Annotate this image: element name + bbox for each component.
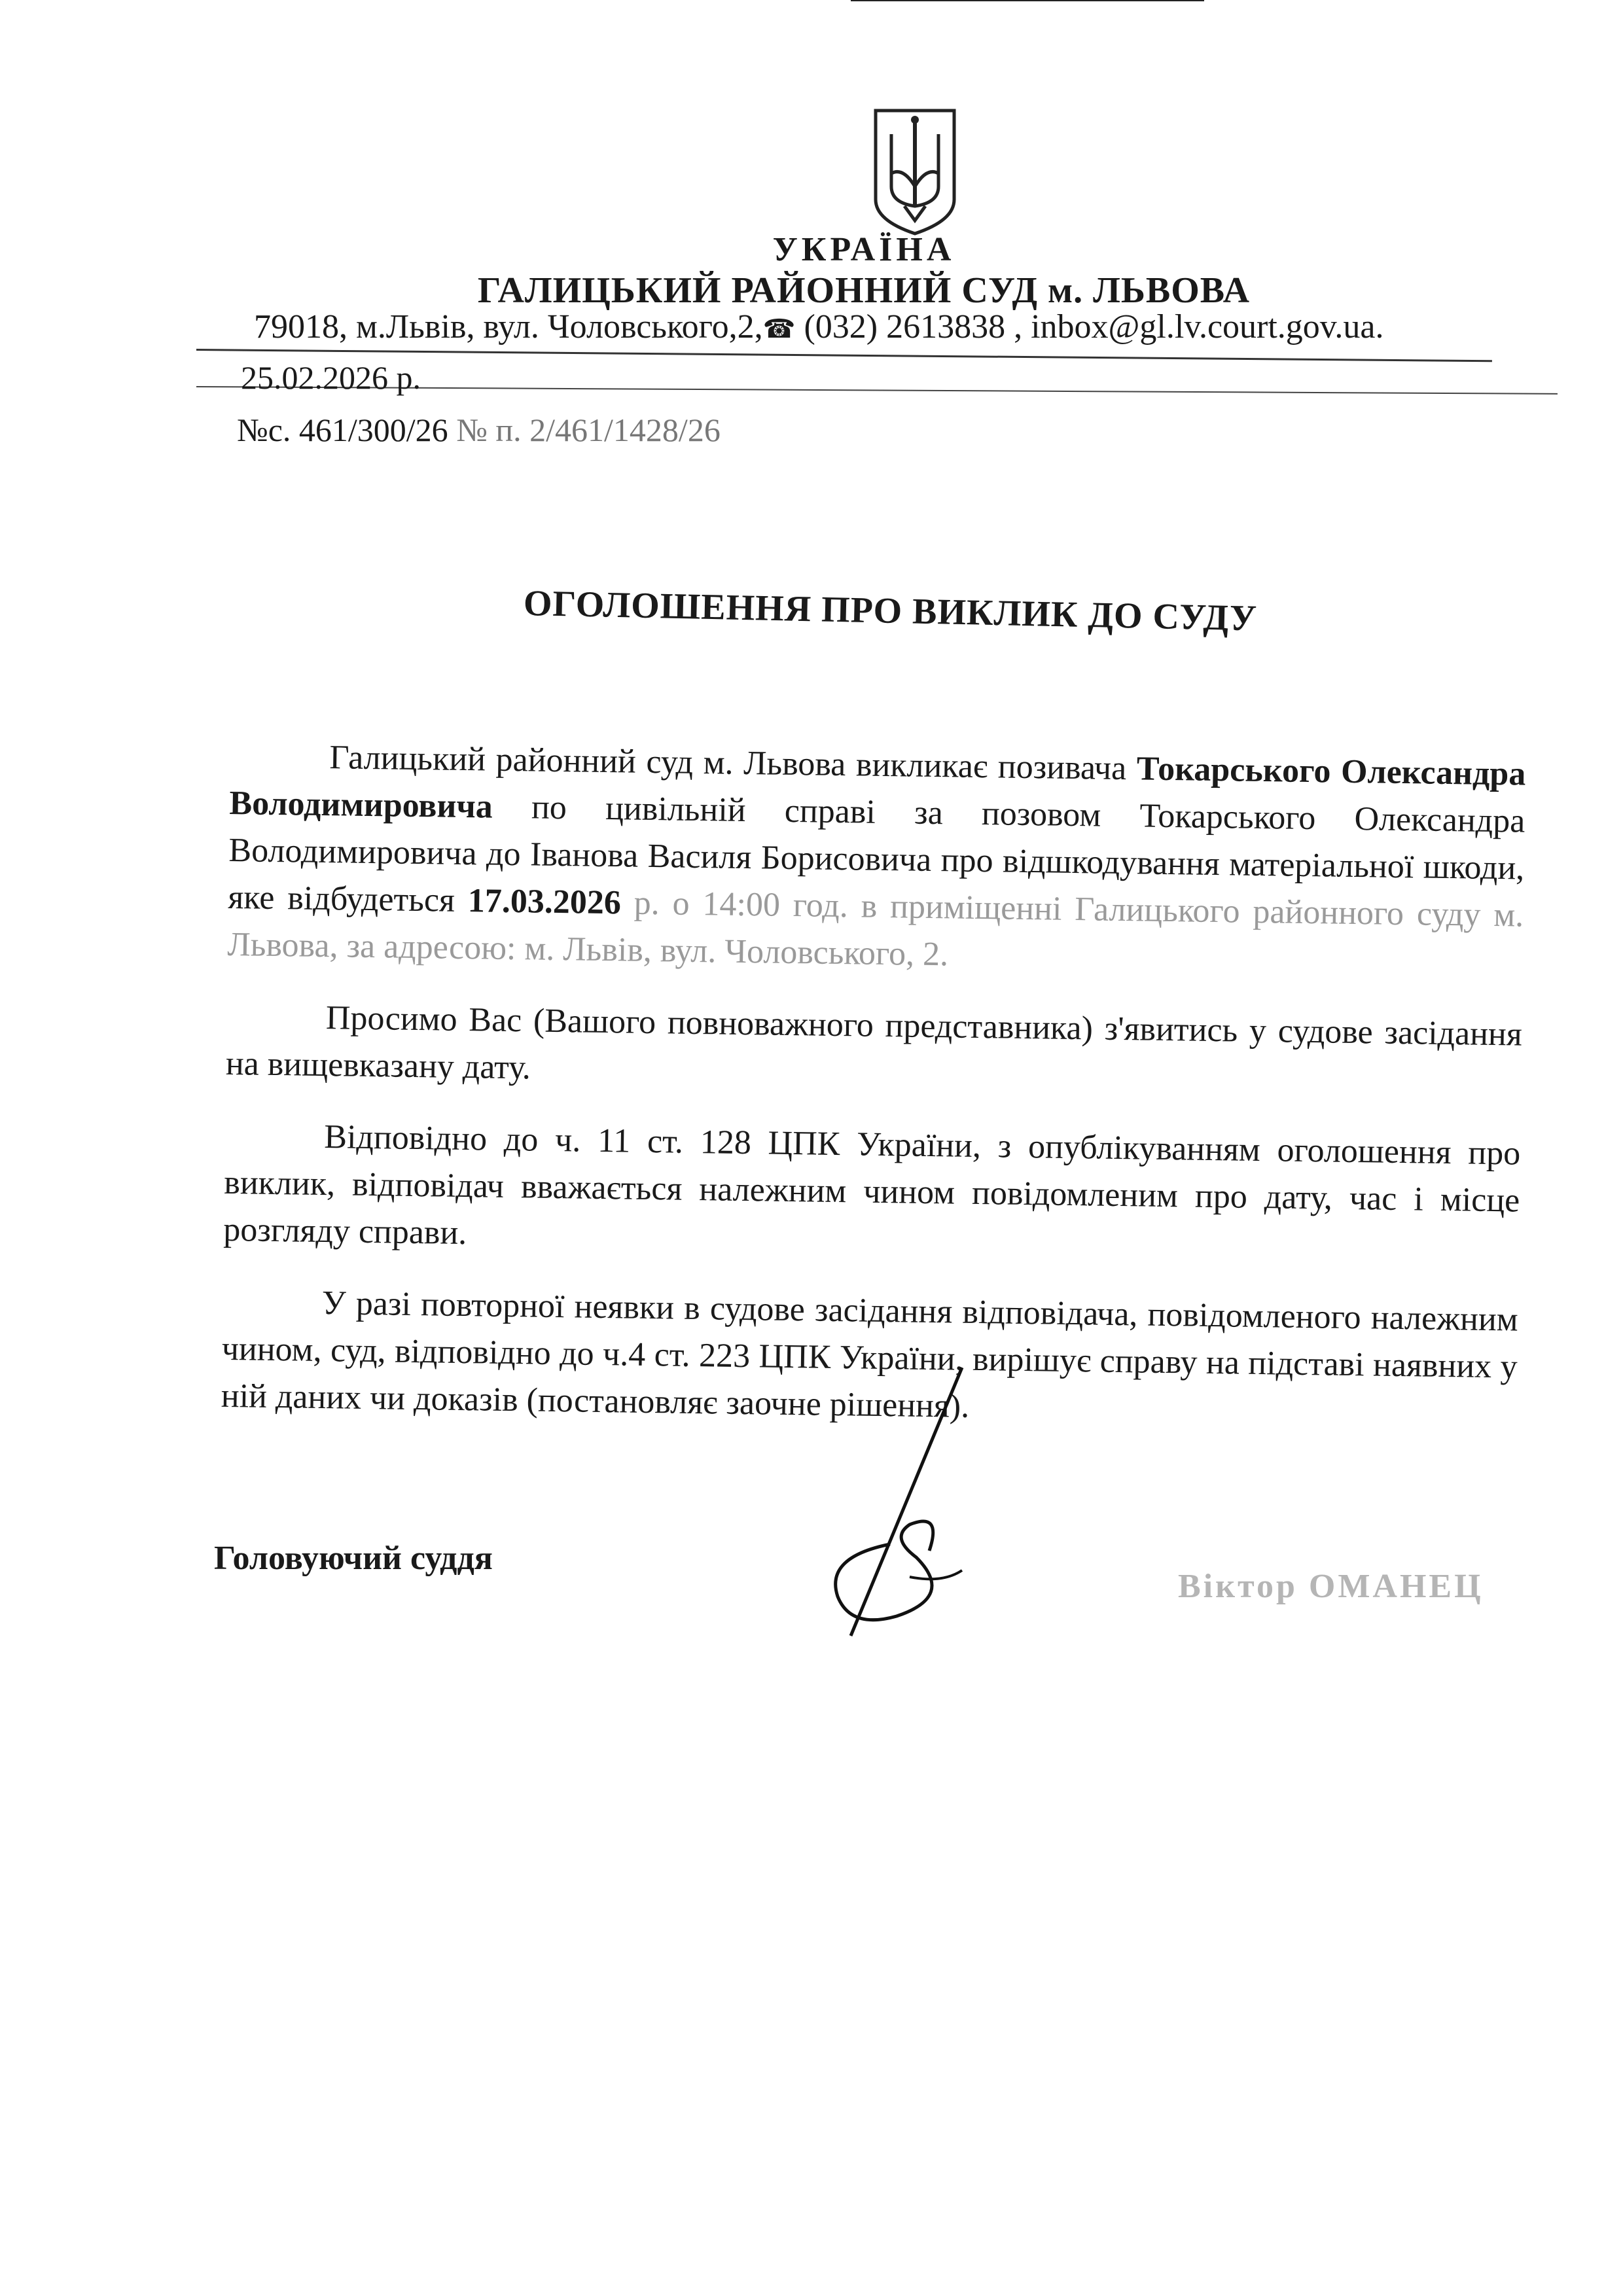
court-name: ГАЛИЦЬКИЙ РАЙОННИЙ СУД м. ЛЬВОВА <box>477 270 1251 311</box>
paragraph-request: Просимо Вас (Вашого повноважного представника) з'явитись у судове засідання на вищевказану дату. <box>225 999 1523 1087</box>
address-text: 79018, м.Львів, вул. Чоловського,2, <box>254 308 763 345</box>
document-body <box>221 733 1526 1463</box>
signatory-role: Головуючий суддя <box>214 1540 493 1577</box>
plaintiff-name: Токарського Олександра Володимировича <box>229 750 1526 826</box>
court-address <box>254 308 1384 346</box>
case-number-proceeding: № п. 2/461/1428/26 <box>456 412 721 448</box>
document-date: 25.02.2026 р. <box>241 359 421 396</box>
paragraph-notice: Відповідно до ч. 11 ст. 128 ЦПК України, з опублікуванням оголошення про виклик, відповідач вважається належним чином повідомленим про дату, час і місце розгляду справи. <box>223 1118 1521 1252</box>
p1-text-a: Галицький районний суд м. Львова викликає позивача <box>329 739 1137 788</box>
case-number <box>237 411 721 449</box>
scan-edge-line <box>851 0 1204 1</box>
p1-text-c: р. о 14:00 год. в приміщенні Галицького районного суду м. Львова, за адресою: м. Львів, вул. Чоловського, 2. <box>227 884 1524 974</box>
p1-text-b: по цивільній справі за позовом Токарського Олександра Володимировича до Іванова Василя Борисовича про відшкодування матеріальної шкоди, яке відбудеться <box>228 788 1525 920</box>
hearing-date: 17.03.2026 <box>467 882 622 922</box>
trident-emblem-icon <box>872 108 958 236</box>
handwritten-signature <box>812 1361 1027 1662</box>
country-name: УКРАЇНА <box>772 231 955 268</box>
paragraph-default: У разі повторної неявки в судове засідання відповідача, повідомленого належним чином, суд, відповідно до ч.4 ст. 223 ЦПК України, вирішує справу на підставі наявних у ній даних чи доказів (постановляє заочне рішення). <box>221 1284 1519 1425</box>
paragraph-summons <box>227 733 1526 987</box>
phone-email: (032) 2613838 , inbox@gl.lv.court.gov.ua. <box>795 308 1384 345</box>
judge-name: Віктор ОМАНЕЦ <box>1178 1568 1484 1605</box>
case-number-main: №с. 461/300/26 <box>237 412 457 448</box>
document-title: ОГОЛОШЕННЯ ПРО ВИКЛИК ДО СУДУ <box>523 583 1258 639</box>
phone-icon: ☎ <box>762 314 796 344</box>
